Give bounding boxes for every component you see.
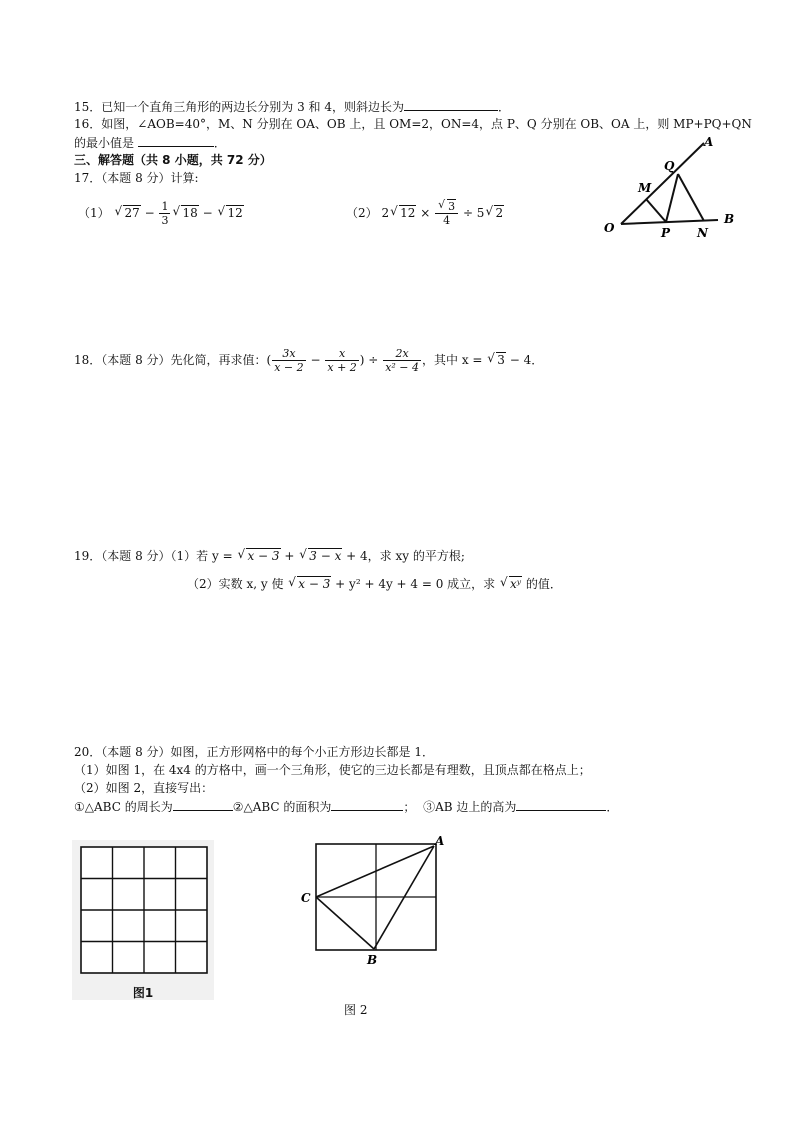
q20-line2: （1）如图 1，在 4x4 的方格中，画一个三角形，使它的三边长都是有理数，且顶点都在格点上； bbox=[74, 763, 591, 777]
q19-plus: + bbox=[280, 549, 299, 563]
q20-text: 如图，正方形网格中的每个小正方形边长都是 1． bbox=[170, 745, 434, 759]
ray-oa bbox=[621, 143, 704, 224]
q15-number: 15． bbox=[74, 100, 102, 114]
q20-item3: ③AB 边上的高为 bbox=[423, 800, 517, 814]
q20-number: 20． bbox=[74, 745, 102, 759]
label-q: Q bbox=[664, 159, 675, 173]
label-b: B bbox=[724, 212, 735, 226]
segment-pq bbox=[666, 174, 678, 222]
q18-tail2: − 4． bbox=[505, 353, 544, 367]
q19-part1-tail: + 4，求 xy 的平方根; bbox=[342, 549, 465, 563]
q18-text: 先化简，再求值：( bbox=[170, 353, 272, 367]
q19-sqrt-3-minus-x: √ 3 − x bbox=[299, 546, 342, 566]
q18-frac-1: $\frac{3x}{x - 2}$ bbox=[274, 347, 304, 374]
q17-minus-2: − bbox=[202, 206, 213, 220]
figure-2-caption: 图 2 bbox=[344, 1003, 368, 1017]
label-n: N bbox=[697, 226, 708, 240]
q19-score: （本题 8 分） bbox=[101, 549, 171, 563]
q19-sqrt-x-pow-y: √ xʸ bbox=[500, 574, 522, 594]
q19-number: 19． bbox=[74, 549, 102, 563]
question-16-line2 bbox=[74, 134, 226, 151]
q17-part2-label: （2） bbox=[346, 206, 378, 220]
q16-number: 16． bbox=[74, 117, 102, 131]
q20-end: ． bbox=[606, 800, 619, 814]
fig2-label-c: C bbox=[301, 891, 311, 905]
figure-1-grid[interactable] bbox=[80, 846, 208, 974]
q17-part1 bbox=[78, 200, 244, 227]
q18-number: 18． bbox=[74, 353, 102, 367]
question-19-part2 bbox=[187, 574, 562, 594]
label-a: A bbox=[704, 135, 714, 149]
label-m: M bbox=[638, 181, 652, 195]
question-17 bbox=[74, 170, 199, 186]
q20-line3: （2）如图 2，直接写出： bbox=[74, 781, 214, 795]
q17-sqrt-12b: √ 12 bbox=[390, 200, 416, 226]
q20-perimeter-blank[interactable] bbox=[173, 798, 233, 811]
q15-answer-blank[interactable] bbox=[404, 98, 498, 111]
question-18 bbox=[74, 346, 543, 374]
q18-minus: − bbox=[310, 353, 321, 367]
figure-1-caption: 图1 bbox=[132, 986, 154, 1000]
q20-line4 bbox=[74, 798, 618, 815]
q15-end: ． bbox=[498, 100, 511, 114]
segment-qn bbox=[678, 174, 704, 221]
q18-frac-2: $\frac{x}{x + 2}$ bbox=[327, 347, 357, 374]
q17-minus-1: − bbox=[144, 206, 155, 220]
question-20 bbox=[74, 744, 434, 760]
question-16 bbox=[74, 116, 752, 132]
q20-item2: ②△ABC 的面积为 bbox=[232, 800, 332, 814]
q16-answer-blank[interactable] bbox=[138, 134, 214, 147]
q17-divide: ÷ 5 bbox=[462, 206, 485, 220]
figure-1-panel bbox=[72, 840, 214, 1000]
q17-score: （本题 8 分） bbox=[101, 171, 171, 185]
q17-coef: 2 bbox=[381, 206, 390, 220]
q18-score: （本题 8 分） bbox=[101, 353, 171, 367]
fig2-label-b: B bbox=[367, 953, 378, 967]
q19-part2-tail: 的值． bbox=[522, 577, 562, 591]
q17-sqrt-2: √ 2 bbox=[485, 200, 504, 226]
q18-tail: ，其中 x = bbox=[422, 353, 487, 367]
q15-text: 已知一个直角三角形的两边长分别为 3 和 4，则斜边长为 bbox=[101, 100, 404, 114]
q19-part2-pre: （2）实数 x, y 使 bbox=[187, 577, 288, 591]
q19-part2-mid: + y² + 4y + 4 = 0 成立，求 bbox=[331, 577, 499, 591]
q20-score: （本题 8 分） bbox=[101, 745, 171, 759]
q17-sqrt-27: √ 27 bbox=[114, 200, 140, 226]
q20-area-blank[interactable] bbox=[331, 798, 403, 811]
q17-frac-sqrt3-over-4: √ $\frac{3}{4}$ bbox=[435, 200, 458, 227]
q16-end: ． bbox=[213, 136, 226, 150]
segment-mp bbox=[646, 199, 666, 222]
q19-part1-pre: （1）若 y = bbox=[170, 549, 237, 563]
q16-text: 如图，∠AOB=40°，M、N 分别在 OA、OB 上，且 OM=2，ON=4，点 P、Q 分别在 OB、OA 上，则 MP+PQ+QN bbox=[101, 117, 752, 131]
q20-item1: ①△ABC 的周长为 bbox=[74, 800, 173, 814]
q17-times: × bbox=[420, 206, 431, 220]
q19-sqrt-x-minus-3b: √ x − 3 bbox=[288, 574, 331, 594]
label-p: P bbox=[661, 226, 671, 240]
q16-text2: 的最小值是 bbox=[74, 136, 135, 150]
q18-frac-3: $\frac{2x}{\text{x² − 4}}$ bbox=[385, 347, 420, 374]
label-o: O bbox=[604, 221, 615, 235]
q20-sep: ； bbox=[403, 800, 416, 814]
q20-height-blank[interactable] bbox=[516, 798, 606, 811]
question-19 bbox=[74, 546, 465, 566]
q18-divide: ) ÷ bbox=[359, 353, 379, 367]
q17-sqrt-12: √ 12 bbox=[217, 200, 243, 226]
q16-figure bbox=[600, 134, 740, 242]
q17-part2 bbox=[346, 200, 504, 227]
q17-part1-label: （1） bbox=[78, 206, 110, 220]
q17-number: 17． bbox=[74, 171, 102, 185]
q17-text: 计算: bbox=[170, 171, 199, 185]
question-15 bbox=[74, 98, 510, 115]
section-3-title: 三、解答题（共 8 小题，共 72 分） bbox=[74, 153, 272, 167]
q18-sqrt-3: √ 3 bbox=[487, 346, 506, 374]
q19-sqrt-x-minus-3: √ x − 3 bbox=[237, 546, 280, 566]
figure-2 bbox=[296, 834, 446, 970]
fig2-label-a: A bbox=[435, 834, 445, 848]
q17-frac-one-third: $\frac{1}{3}$ bbox=[161, 200, 169, 227]
q17-sqrt-18: √ 18 bbox=[172, 200, 198, 226]
